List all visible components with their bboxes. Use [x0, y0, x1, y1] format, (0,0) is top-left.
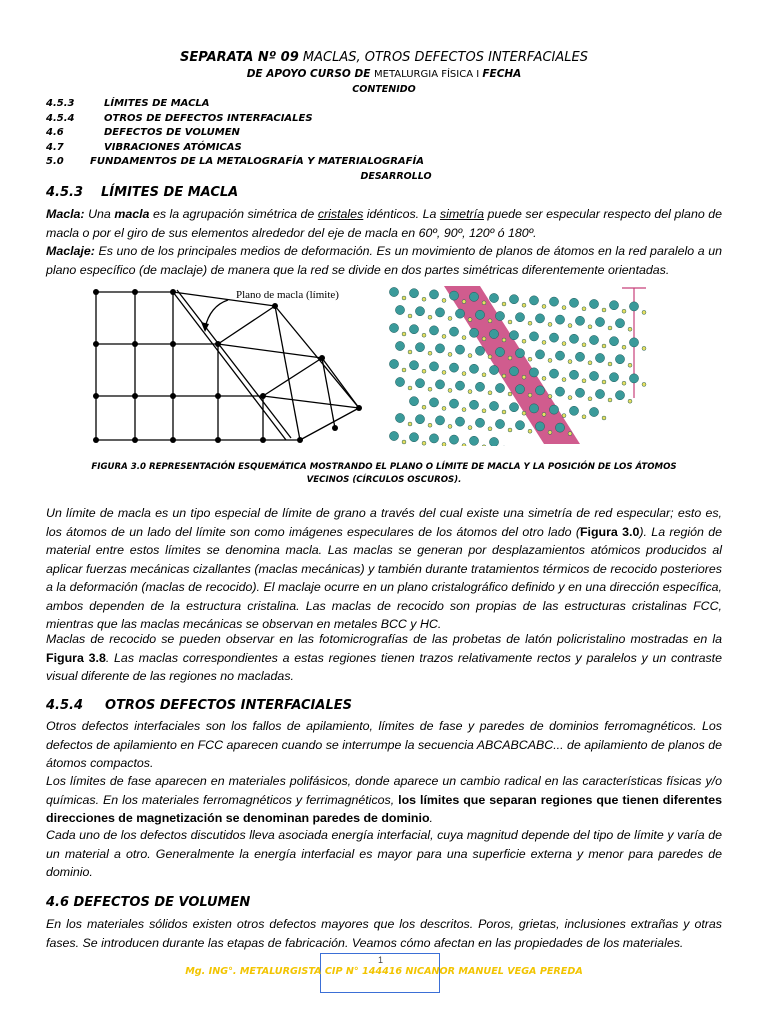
section-num: 4.5.4 [46, 698, 84, 713]
atom-dark [409, 289, 418, 298]
fecha-label: FECHA [482, 68, 522, 80]
atom-dark [595, 317, 604, 326]
atom-light [462, 372, 466, 376]
atom-dark [469, 400, 478, 409]
atom-dark [409, 361, 418, 370]
atom-light [468, 354, 472, 358]
simetria-link[interactable]: simetría [439, 207, 484, 221]
atom-light [542, 340, 546, 344]
atom-dark [535, 314, 544, 323]
atom-dark [489, 437, 498, 446]
atom-dark [469, 364, 478, 373]
atom-light [488, 391, 492, 395]
atom-light [588, 361, 592, 365]
section-heading-453 [46, 185, 238, 200]
atom-light [522, 339, 526, 343]
section-title: LÍMITES DE MACLA [101, 185, 239, 200]
atom-light [488, 355, 492, 359]
separata-subtitle: MACLAS, OTROS DEFECTOS INTERFACIALES [298, 50, 588, 65]
macla-term: Macla: [46, 207, 85, 221]
atom-light [528, 321, 532, 325]
caption-line: VECINOS (CÍRCULOS OSCUROS). [306, 475, 462, 485]
atom-dark [449, 363, 458, 372]
text-run: Una [84, 207, 115, 221]
atom-light [422, 441, 426, 445]
atom-dark [515, 385, 524, 394]
atom-light [568, 360, 572, 364]
atom-dark [409, 433, 418, 442]
section-title: OTROS DEFECTOS INTERFACIALES [105, 698, 352, 713]
atom-dark [409, 325, 418, 334]
atom-light [448, 424, 452, 428]
atom-light [642, 382, 646, 386]
atom-dark [509, 331, 518, 340]
text-run: ). La región de material entre estos límites se denomina macla. Las maclas se generan por desplazamientos atómicos producidos al aplicar fuerzas mecánicas cizallantes (maclas mecánicas) y también durante tratamientos térmicos de recocido posteriores a la deformación (maclas de recocido). El maclaje ocurre en un plano cristalográfico definido y en una dirección específica, ambos dependen de la estructura cristalina. Las maclas de recocido son propias de las estructuras cristalinas FCC, mientras que las maclas mecánicas se observan en metales BCC y HC. [46, 524, 722, 631]
atom-light [408, 314, 412, 318]
atom-dark [629, 302, 638, 311]
atom-light [408, 350, 412, 354]
atom-light [542, 376, 546, 380]
atom-light [602, 416, 606, 420]
atom-dark [429, 326, 438, 335]
atom-dark [415, 379, 424, 388]
toc-num: 4.5.4 [46, 113, 75, 124]
text-run: es la agrupación simétrica de [149, 207, 318, 221]
contenido-heading [0, 84, 768, 95]
atom-dark [569, 334, 578, 343]
atom-light [502, 302, 506, 306]
section-heading-46: 4.6 DEFECTOS DE VOLUMEN [46, 895, 251, 910]
atom-dark [489, 365, 498, 374]
atom-light [462, 444, 466, 446]
atom-light [528, 357, 532, 361]
atom-light [582, 343, 586, 347]
atom-light [522, 375, 526, 379]
atom-light [588, 397, 592, 401]
atom-dark [589, 371, 598, 380]
text-run: . Las maclas correspondientes a estas regiones tienen trazos relativamente rectos y paralelos y un contraste visual diferente de las regiones no macladas. [46, 650, 722, 683]
atom-light [622, 309, 626, 313]
atom-light [488, 427, 492, 431]
figure-reference[interactable]: Figura 3.0 [579, 524, 640, 539]
atom-dark [529, 332, 538, 341]
atom-dark [395, 377, 404, 386]
atom-dark [509, 295, 518, 304]
atom-dark [615, 355, 624, 364]
atom-dark [435, 308, 444, 317]
desarrollo-label: DESARROLLO [360, 171, 432, 182]
atom-light [442, 334, 446, 338]
toc-title: OTROS DE DEFECTOS INTERFACIALES [104, 113, 313, 124]
atom-light [628, 399, 632, 403]
course-name: METALURGIA FÍSICA I [374, 69, 483, 80]
atom-dark [429, 362, 438, 371]
atom-dark [609, 337, 618, 346]
atom-dark [475, 418, 484, 427]
atom-dark [495, 383, 504, 392]
separata-title [0, 49, 768, 65]
text-run: Un límite de macla es un tipo especial de límite de grano a través del cual existe una simetría de red especular; esto es, los átomos de un lado del límite son como imágenes especulares de los átomos del otro lado ( [46, 506, 722, 539]
atom-light [508, 392, 512, 396]
atom-dark [455, 381, 464, 390]
atom-dark [429, 434, 438, 443]
atom-light [428, 387, 432, 391]
toc-num: 4.5.3 [46, 98, 75, 109]
atom-light [488, 319, 492, 323]
toc-num: 5.0 [46, 156, 64, 167]
atom-dark [549, 333, 558, 342]
apoyo-prefix: DE APOYO CURSO DE [246, 68, 375, 80]
atom-dark [449, 327, 458, 336]
atom-dark [435, 344, 444, 353]
interfacial-energy-paragraph: Cada uno de los defectos discutidos lleva asociada energía interfacial, cuya magnitud depende del tipo de límite y varía de un material a otro. Generalmente la energía interfacial es mayor para una superficie externa y menor para paredes de dominio. [46, 828, 722, 879]
atom-light [568, 396, 572, 400]
toc-num: 4.6 [46, 127, 64, 138]
atom-light [462, 336, 466, 340]
toc-item [46, 113, 313, 124]
atom-light [582, 415, 586, 419]
atom-dark [609, 373, 618, 382]
atom-light [482, 337, 486, 341]
atom-light [442, 406, 446, 410]
atom-light [468, 426, 472, 430]
text-run: Maclas de recocido se pueden observar en las fotomicrografías de las probetas de latón policristalino mostradas en la [46, 632, 722, 646]
other-defects-paragraph: Otros defectos interfaciales son los fallos de apilamiento, límites de fase y paredes de dominios ferromagnéticos. Los defectos de apilamiento en FCC aparecen cuando se interrumpe la secuencia ABCABCABC... de apilamiento de planos de átomos compactos. [46, 719, 722, 770]
atom-dark [549, 369, 558, 378]
atom-dark [629, 374, 638, 383]
atom-light [402, 368, 406, 372]
atom-light [582, 307, 586, 311]
atom-dark [495, 419, 504, 428]
atom-dark [489, 293, 498, 302]
atom-light [482, 445, 486, 446]
atom-dark [535, 422, 544, 431]
atom-light [448, 352, 452, 356]
atom-dark [515, 313, 524, 322]
atom-dark [449, 399, 458, 408]
atom-dark [469, 328, 478, 337]
atom-light [428, 315, 432, 319]
maclaje-term: Maclaje: [46, 244, 95, 258]
twin-plane-schematic [78, 278, 378, 448]
atom-light [468, 318, 472, 322]
macla-definition [46, 205, 722, 242]
desarrollo-heading [12, 171, 768, 182]
atom-dark [389, 287, 398, 296]
contenido-label: CONTENIDO [352, 84, 416, 95]
figure-reference[interactable]: Figura 3.8 [46, 650, 106, 665]
atom-dark [535, 386, 544, 395]
atom-dark [595, 389, 604, 398]
atom-dark [575, 388, 584, 397]
atom-light [588, 325, 592, 329]
atom-light [482, 373, 486, 377]
atom-light [542, 412, 546, 416]
twin-boundary-paragraph [46, 504, 722, 634]
atom-dark [575, 316, 584, 325]
atom-dark [389, 323, 398, 332]
atom-dark [575, 352, 584, 361]
section-heading-454 [46, 698, 352, 713]
atom-dark [555, 315, 564, 324]
author-footer: Mg. ING°. METALURGISTA CIP N° 144416 NICANOR MANUEL VEGA PEREDA [185, 966, 583, 977]
atom-dark [449, 435, 458, 444]
atom-light [422, 405, 426, 409]
atom-dark [475, 310, 484, 319]
toc-item [46, 142, 242, 153]
atom-dark [429, 290, 438, 299]
maclaje-definition [46, 242, 722, 279]
atom-dark [395, 341, 404, 350]
atom-dark [435, 380, 444, 389]
atom-light [462, 408, 466, 412]
atom-dark [595, 353, 604, 362]
atom-dark [395, 305, 404, 314]
atom-light [562, 306, 566, 310]
atom-light [508, 356, 512, 360]
atom-light [522, 303, 526, 307]
atom-light [428, 351, 432, 355]
phase-boundaries-paragraph [46, 772, 722, 828]
atom-light [568, 432, 572, 436]
atom-light [582, 379, 586, 383]
toc-item [46, 127, 240, 138]
page-number: 1 [378, 955, 384, 965]
text-run: Los límites de fase aparecen en materiales polifásicos, donde aparece un cambio radical en las características físicas y/o químicas. En los materiales ferromagnéticos y ferrimagnéticos, [46, 774, 722, 807]
atom-light [602, 344, 606, 348]
atom-light [522, 411, 526, 415]
atom-light [602, 380, 606, 384]
atom-dark [515, 349, 524, 358]
separata-label: SEPARATA Nº 09 [180, 50, 299, 65]
atom-light [562, 378, 566, 382]
atom-dark [629, 338, 638, 347]
atom-dark [429, 398, 438, 407]
atom-light [442, 298, 446, 302]
atom-dark [615, 319, 624, 328]
atom-light [482, 409, 486, 413]
atom-dark [529, 368, 538, 377]
atom-dark [549, 297, 558, 306]
atom-light [422, 333, 426, 337]
atom-dark [415, 307, 424, 316]
atom-light [508, 320, 512, 324]
atom-light [502, 374, 506, 378]
atom-dark [569, 298, 578, 307]
toc-title: DEFECTOS DE VOLUMEN [104, 127, 240, 138]
cristales-link[interactable]: cristales [317, 207, 364, 221]
atom-light [608, 398, 612, 402]
atom-dark [495, 311, 504, 320]
atom-light [422, 297, 426, 301]
atom-light [568, 324, 572, 328]
atom-light [602, 308, 606, 312]
atom-dark [555, 423, 564, 432]
atom-light [622, 345, 626, 349]
atom-light [548, 430, 552, 434]
atom-dark [509, 367, 518, 376]
figure-caption [46, 461, 722, 487]
atom-dark [415, 415, 424, 424]
atom-dark [529, 404, 538, 413]
atom-dark [609, 301, 618, 310]
toc-item [46, 98, 210, 109]
atom-dark [455, 309, 464, 318]
atom-dark [475, 382, 484, 391]
text-run: idénticos. La [363, 207, 440, 221]
atom-dark [569, 406, 578, 415]
section-num: 4.5.3 [46, 185, 84, 200]
text-run: Es uno de los principales medios de deformación. Es un movimiento de planos de átomos en la red paralelo a un plano específico (de maclaje) de manera que la red se divide en dos partes simétricas diferentemente orientadas. [46, 244, 722, 277]
twin-plane-label: Plano de macla (límite) [236, 289, 339, 301]
atom-light [608, 362, 612, 366]
atom-dark [549, 405, 558, 414]
macla-bold: macla [114, 207, 150, 221]
atom-light [428, 423, 432, 427]
text-run: puede ser especular respecto del plano de macla o por el giro de sus elementos alrededor del eje de macla en 60º, 90º, 120º ó 180º. [46, 207, 722, 240]
atom-dark [455, 417, 464, 426]
atom-dark [415, 343, 424, 352]
atomic-twin-model [384, 278, 684, 446]
atom-dark [469, 292, 478, 301]
atom-dark [395, 413, 404, 422]
volume-defects-paragraph: En los materiales sólidos existen otros defectos mayores que los descritos. Poros, grietas, inclusiones extrañas y otras fases. Se introducen durante las etapas de fabricación. Veamos cómo afectan en las propiedades de los materiales. [46, 917, 722, 950]
atom-dark [509, 403, 518, 412]
atom-light [608, 326, 612, 330]
atom-light [448, 388, 452, 392]
atom-light [502, 338, 506, 342]
atom-light [402, 332, 406, 336]
atom-light [548, 322, 552, 326]
atom-light [442, 370, 446, 374]
atom-light [468, 390, 472, 394]
atom-light [502, 410, 506, 414]
atom-light [402, 440, 406, 444]
annealing-twins-paragraph [46, 630, 722, 686]
atom-dark [489, 401, 498, 410]
domain-walls-bold: los límites que separan regiones que tienen diferentes direcciones de magnetización se denominan paredes de dominio [46, 792, 723, 825]
toc-title: LÍMITES DE MACLA [104, 98, 210, 109]
atom-light [408, 422, 412, 426]
atom-light [448, 316, 452, 320]
atom-dark [529, 296, 538, 305]
atom-light [528, 393, 532, 397]
atom-light [422, 369, 426, 373]
toc-title: VIBRACIONES ATÓMICAS [104, 142, 242, 153]
caption-line: FIGURA 3.0 REPRESENTACIÓN ESQUEMÁTICA MOSTRANDO EL PLANO O LÍMITE DE MACLA Y LA POSICIÓN DE LOS ÁTOMOS [91, 462, 677, 472]
atom-light [542, 304, 546, 308]
atom-dark [555, 387, 564, 396]
atom-light [562, 342, 566, 346]
atom-light [482, 301, 486, 305]
atom-light [528, 429, 532, 433]
atom-dark [389, 431, 398, 440]
atom-dark [409, 397, 418, 406]
atom-light [548, 394, 552, 398]
text-run: . [429, 811, 433, 825]
atom-dark [449, 291, 458, 300]
atom-dark [615, 391, 624, 400]
atom-dark [589, 335, 598, 344]
atom-light [562, 414, 566, 418]
toc-title: FUNDAMENTOS DE LA METALOGRAFÍA Y MATERIALOGRAFÍA [90, 156, 424, 167]
atom-light [402, 296, 406, 300]
atom-dark [555, 351, 564, 360]
atom-dark [389, 359, 398, 368]
atom-dark [435, 416, 444, 425]
atom-dark [535, 350, 544, 359]
atom-light [642, 310, 646, 314]
atom-dark [589, 299, 598, 308]
atom-light [408, 386, 412, 390]
atom-dark [495, 347, 504, 356]
atom-dark [589, 407, 598, 416]
atom-light [508, 428, 512, 432]
atom-dark [475, 346, 484, 355]
course-line [0, 68, 768, 80]
atom-light [642, 346, 646, 350]
toc-item [46, 156, 424, 167]
atom-dark [469, 436, 478, 445]
atom-light [442, 442, 446, 446]
atom-dark [455, 345, 464, 354]
toc-num: 4.7 [46, 142, 64, 153]
atom-dark [515, 421, 524, 430]
atom-light [628, 327, 632, 331]
atom-light [548, 358, 552, 362]
atom-light [628, 363, 632, 367]
atom-light [462, 300, 466, 304]
atom-dark [569, 370, 578, 379]
atom-dark [489, 329, 498, 338]
atom-light [622, 381, 626, 385]
